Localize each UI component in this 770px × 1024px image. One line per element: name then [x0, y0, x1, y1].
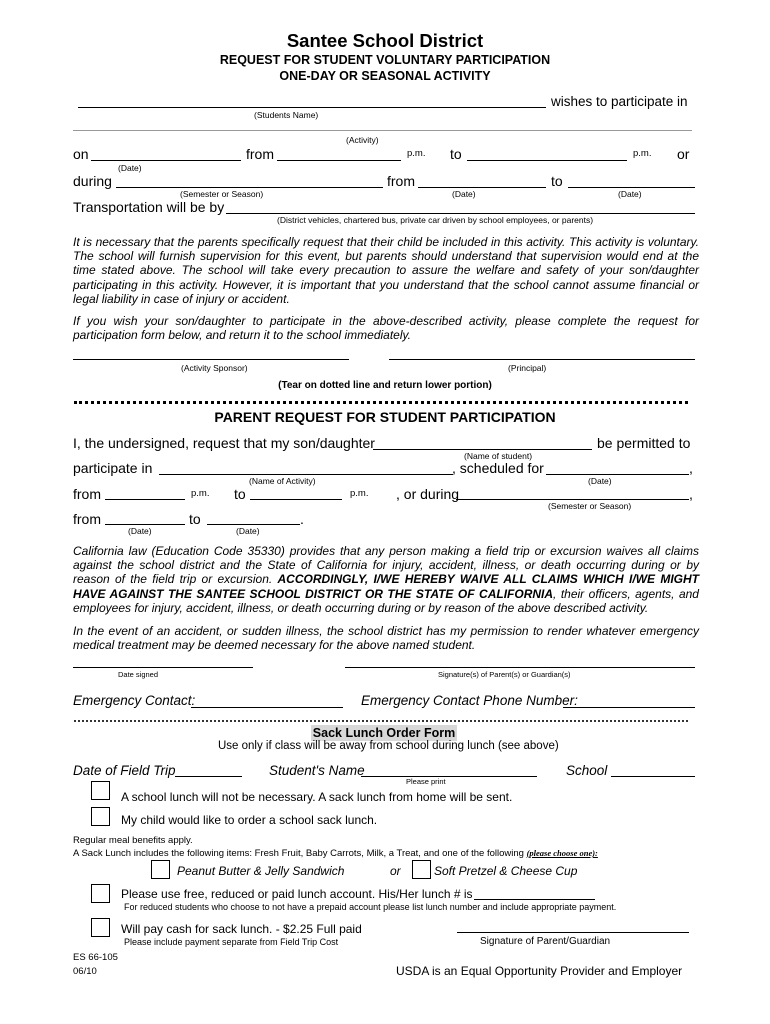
- students-name-text: Student's Name: [269, 763, 365, 778]
- order-lunch-checkbox[interactable]: [91, 807, 110, 826]
- or-text-2: or: [390, 864, 401, 878]
- parent-guardian-signature-label: Signature of Parent/Guardian: [480, 936, 611, 947]
- form-title: REQUEST FOR STUDENT VOLUNTARY PARTICIPATION: [219, 53, 551, 67]
- order-lunch-text: My child would like to order a school sack lunch.: [121, 813, 378, 827]
- pbj-checkbox[interactable]: [151, 860, 170, 879]
- parent-request-heading: PARENT REQUEST FOR STUDENT PARTICIPATION: [214, 409, 556, 425]
- parent-guardian-signature-field[interactable]: [457, 932, 689, 933]
- or-during-text: , or during: [396, 486, 460, 502]
- date-signed-label: Date signed: [118, 670, 159, 679]
- students-name-field[interactable]: [78, 107, 546, 108]
- activity-field[interactable]: [73, 130, 692, 131]
- from-text-2: from: [387, 173, 415, 189]
- sponsor-label: (Activity Sponsor): [181, 363, 248, 373]
- from-time-field-2[interactable]: [105, 499, 185, 500]
- principal-label: (Principal): [508, 363, 547, 373]
- cash-note: Please include payment separate from Field Trip Cost: [124, 937, 339, 947]
- to-date-field-2[interactable]: [207, 524, 300, 525]
- sack-lunch-subtitle: Use only if class will be away from school during lunch (see above): [218, 740, 559, 752]
- date-label-3: (Date): [618, 189, 642, 199]
- pbj-text: Peanut Butter & Jelly Sandwich: [177, 864, 345, 878]
- to-date-field[interactable]: [568, 187, 695, 188]
- includes-text: A Sack Lunch includes the following items: Fresh Fruit, Baby Carrots, Milk, a Treat, and one of the following (please choose one):: [73, 848, 598, 859]
- sack-lunch-title: Sack Lunch Order Form: [312, 726, 456, 740]
- from-text-3: from: [73, 486, 101, 502]
- season-field[interactable]: [456, 499, 689, 500]
- to-time-field[interactable]: [467, 160, 627, 161]
- date-trip-text: Date of Field Trip: [73, 763, 176, 778]
- account-text: Please use free, reduced or paid lunch account. His/Her lunch # is: [121, 887, 473, 901]
- date-label-6: (Date): [236, 526, 260, 536]
- semester-label: (Semester or Season): [180, 189, 264, 199]
- student-name-field[interactable]: [373, 449, 592, 450]
- to-text-2: to: [551, 173, 563, 189]
- scheduled-for-text: , scheduled for: [452, 460, 544, 476]
- scheduled-date-field[interactable]: [546, 474, 689, 475]
- regular-meal-text: Regular meal benefits apply.: [73, 835, 193, 846]
- cash-text: Will pay cash for sack lunch. - $2.25 Full paid: [121, 922, 362, 936]
- date-label-2: (Date): [452, 189, 476, 199]
- sponsor-signature-field[interactable]: [73, 359, 349, 360]
- or-text: or: [677, 146, 690, 162]
- transportation-field[interactable]: [226, 213, 695, 214]
- pm-text-1: p.m.: [407, 148, 426, 159]
- during-text: during: [73, 173, 112, 189]
- emergency-contact-field[interactable]: [191, 707, 343, 708]
- tear-line: [74, 401, 688, 404]
- to-text-3: to: [234, 486, 246, 502]
- participate-in-text: participate in: [73, 460, 153, 476]
- from-date-field[interactable]: [418, 187, 546, 188]
- separator-dots: [74, 720, 688, 722]
- transportation-text: Transportation will be by: [73, 199, 225, 215]
- comma-2: ,: [689, 486, 693, 502]
- from-text-4: from: [73, 511, 101, 527]
- emergency-phone-field[interactable]: [563, 707, 695, 708]
- school-field[interactable]: [611, 776, 695, 777]
- instructions-paragraph: If you wish your son/daughter to participate in the above-described activity, please complete the request for participation form below, and return it to the school immediately.: [73, 314, 699, 343]
- account-checkbox[interactable]: [91, 884, 110, 903]
- tear-note: (Tear on dotted line and return lower portion): [278, 380, 492, 391]
- parent-signature-field[interactable]: [345, 667, 695, 668]
- form-code: ES 66-105: [73, 952, 118, 963]
- period: .: [300, 511, 304, 527]
- account-note: For reduced students who choose to not have a prepaid account please list lunch number and include appropriate payment.: [124, 902, 617, 912]
- date-label-1: (Date): [118, 163, 142, 173]
- date-label-4: (Date): [588, 476, 612, 486]
- date-label-5: (Date): [128, 526, 152, 536]
- on-text: on: [73, 146, 89, 162]
- emergency-paragraph: In the event of an accident, or sudden illness, the school district has my permission to render whatever emergency medical treatment may be deemed necessary for the above named student.: [73, 624, 699, 653]
- emergency-contact-text: Emergency Contact:: [73, 693, 196, 708]
- to-text: to: [450, 146, 462, 162]
- date-signed-field[interactable]: [73, 667, 253, 668]
- principal-signature-field[interactable]: [389, 359, 695, 360]
- permitted-text: be permitted to: [597, 435, 691, 451]
- lunch-number-field[interactable]: [474, 899, 595, 900]
- emergency-phone-text: Emergency Contact Phone Number:: [361, 693, 578, 708]
- from-date-field-2[interactable]: [105, 524, 185, 525]
- signature-label: Signature(s) of Parent(s) or Guardian(s): [438, 670, 571, 679]
- cash-checkbox[interactable]: [91, 918, 110, 937]
- usda-statement: USDA is an Equal Opportunity Provider and Employer: [396, 964, 683, 978]
- school-text: School: [566, 763, 608, 778]
- please-print-label: Please print: [406, 777, 446, 786]
- wishes-text: wishes to participate in: [551, 94, 688, 109]
- from-text: from: [246, 146, 274, 162]
- students-name-label: (Students Name): [254, 110, 319, 120]
- to-text-4: to: [189, 511, 201, 527]
- student-name-label: (Name of student): [464, 451, 533, 461]
- pretzel-text: Soft Pretzel & Cheese Cup: [434, 864, 578, 878]
- undersigned-text: I, the undersigned, request that my son/daughter: [73, 435, 375, 451]
- to-time-field-2[interactable]: [250, 499, 342, 500]
- activity-name-field[interactable]: [159, 474, 453, 475]
- district-title: Santee School District: [286, 30, 484, 51]
- form-date: 06/10: [73, 966, 97, 977]
- comma-1: ,: [689, 460, 693, 476]
- voluntary-paragraph: It is necessary that the parents specifically request that their child be included in this activity. This activity is voluntary. The school will furnish supervision for this event, but parents should understand that supervision would end at the time stated above. The school will take every precaution to assure the welfare and safety of your son/daughter participating in this activity. However, it is important that you understand that the school cannot assume financial or legal liability in case of injury or accident.: [73, 235, 699, 306]
- semester-field[interactable]: [116, 187, 383, 188]
- pm-text-2: p.m.: [633, 148, 652, 159]
- from-time-field[interactable]: [277, 160, 401, 161]
- pm-text-4: p.m.: [350, 488, 369, 499]
- activity-name-label: (Name of Activity): [249, 476, 316, 486]
- activity-label: (Activity): [346, 135, 379, 145]
- lunch-student-name-field[interactable]: [361, 776, 537, 777]
- no-lunch-text: A school lunch will not be necessary. A sack lunch from home will be sent.: [121, 790, 513, 804]
- semester-label-2: (Semester or Season): [548, 501, 632, 511]
- waiver-paragraph: California law (Education Code 35330) provides that any person making a field trip or excursion waives all claims against the school district and the State of California for injury, accident, illness, or death occurring during or by reason of the field trip or excursion. ACCORDINGLY, I/WE HEREBY WAIVE ALL CLAIMS WHICH I/WE MIGHT HAVE AGAINST THE SANTEE SCHOOL DISTRICT OR THE STATE OF CALIFORNIA, their officers, agents, and employees for injury, accident, illness, or death occurring during or by reason of the above described activity.: [73, 544, 699, 615]
- pretzel-checkbox[interactable]: [412, 860, 431, 879]
- on-date-field[interactable]: [91, 160, 241, 161]
- transportation-note: (District vehicles, chartered bus, private car driven by school employees, or parents): [277, 215, 594, 225]
- no-lunch-checkbox[interactable]: [91, 781, 110, 800]
- pm-text-3: p.m.: [191, 488, 210, 499]
- date-trip-field[interactable]: [175, 776, 242, 777]
- form-subtitle: ONE-DAY OR SEASONAL ACTIVITY: [279, 69, 491, 83]
